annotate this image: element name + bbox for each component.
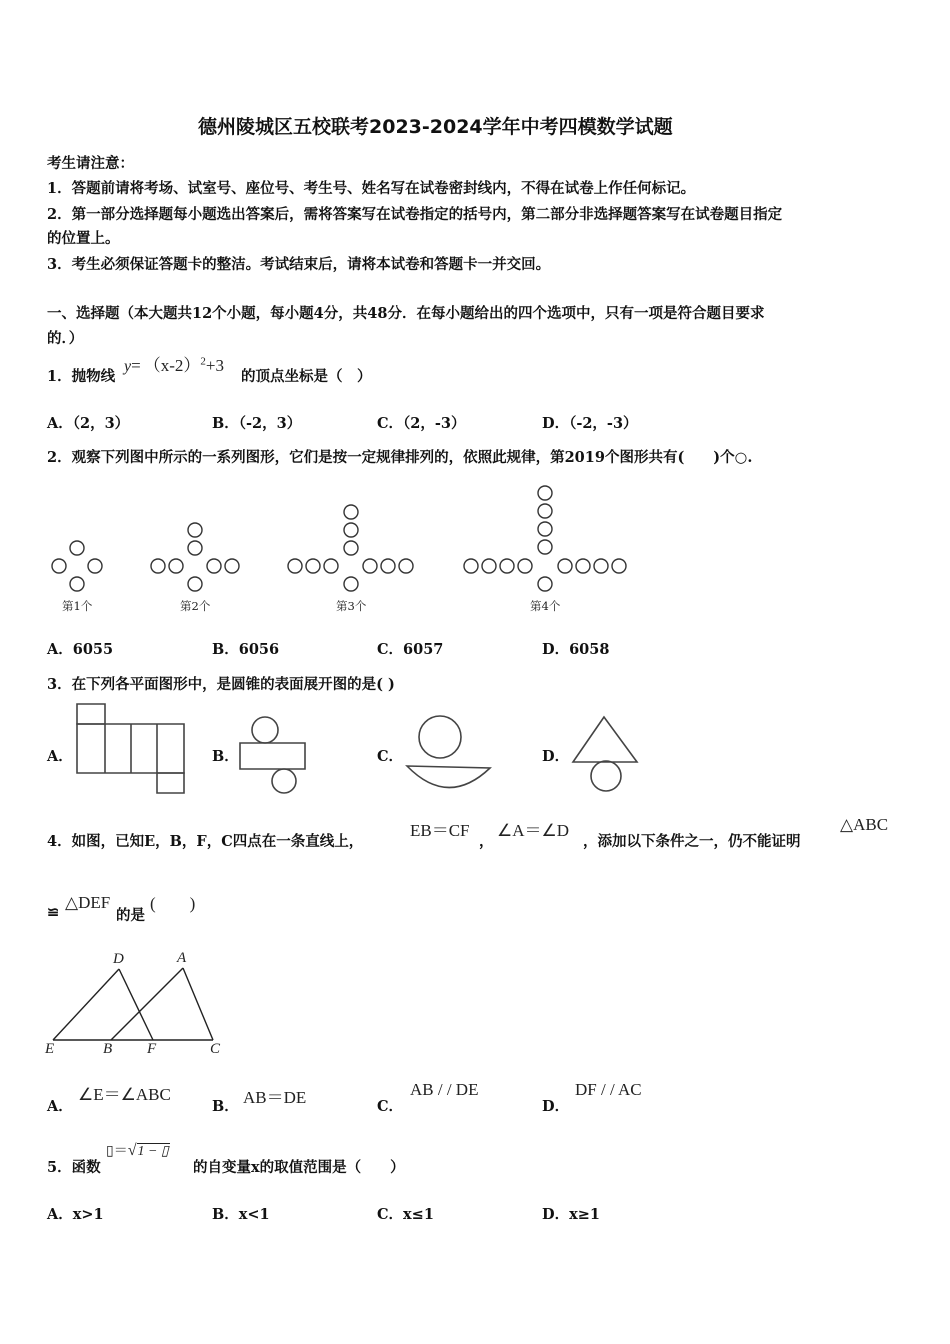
q2-option-b[interactable]: B．6056 bbox=[212, 641, 280, 658]
q1-option-a[interactable]: A．（2，3） bbox=[47, 415, 130, 432]
q4-option-a-label[interactable]: A． bbox=[47, 1098, 73, 1115]
q5-option-a[interactable]: A．x>1 bbox=[47, 1206, 104, 1223]
q3-option-a[interactable]: A． bbox=[47, 748, 73, 765]
q5-suffix: 的自变量x的取值范围是（ ） bbox=[193, 1159, 405, 1176]
q1-option-d[interactable]: D．（-2，-3） bbox=[542, 415, 638, 432]
q4-comma: ， bbox=[479, 833, 494, 850]
q2-caption-2: 第2个 bbox=[180, 599, 211, 613]
notice-heading: 考生请注意： bbox=[47, 155, 134, 172]
q4-point-e: E bbox=[45, 1041, 55, 1057]
q4-point-b: B bbox=[103, 1041, 113, 1057]
q5-option-c[interactable]: C．x≤1 bbox=[377, 1206, 434, 1223]
q4-option-d[interactable]: DF / / AC bbox=[575, 1080, 642, 1099]
q4-option-d-label[interactable]: D． bbox=[542, 1098, 570, 1115]
q4-triangle-def: △DEF bbox=[65, 893, 111, 912]
q4-condition-2: ∠A＝∠D bbox=[497, 821, 570, 840]
q1-option-b[interactable]: B．（-2，3） bbox=[212, 415, 302, 432]
q2-option-c[interactable]: C．6057 bbox=[377, 641, 444, 658]
q5-option-d[interactable]: D．x≥1 bbox=[542, 1206, 600, 1223]
q5-formula-left: ▯＝ bbox=[106, 1144, 128, 1159]
q3-option-d[interactable]: D． bbox=[542, 748, 570, 765]
q5-prefix: 5．函数 bbox=[47, 1159, 101, 1176]
q1-formula-plus: +3 bbox=[205, 356, 224, 375]
section-heading: 一、选择题（本大题共12个小题，每小题4分，共48分．在每小题给出的四个选项中，只有一项是符合题目要求 bbox=[47, 305, 765, 322]
q1-option-c[interactable]: C．（2，-3） bbox=[377, 415, 466, 432]
page-title: 德州陵城区五校联考2023-2024学年中考四模数学试题 bbox=[198, 116, 673, 138]
q4-option-a[interactable]: ∠E＝∠ABC bbox=[78, 1085, 171, 1104]
q2-text: 2．观察下列图中所示的一系列图形，它们是按一定规律排列的，依照此规律，第2019个图形共有( )个○. bbox=[47, 449, 753, 466]
q4-blank: ( ) bbox=[150, 894, 196, 913]
notice-item-2: 2．第一部分选择题每小题选出答案后，需将答案写在试卷指定的括号内，第二部分非选择题答案写在试卷题目指定 bbox=[47, 206, 783, 223]
q4-option-c[interactable]: AB / / DE bbox=[410, 1080, 479, 1099]
q2-option-a[interactable]: A．6055 bbox=[47, 641, 114, 658]
q5-formula bbox=[106, 1140, 170, 1160]
q2-caption-1: 第1个 bbox=[62, 599, 93, 613]
q4-point-f: F bbox=[147, 1041, 157, 1057]
q1-suffix: 的顶点坐标是（ ） bbox=[241, 368, 372, 385]
section-heading-cont: 的．） bbox=[47, 330, 84, 347]
q4-suffix: ，添加以下条件之一，仍不能证明 bbox=[583, 833, 801, 850]
q4-point-c: C bbox=[210, 1041, 221, 1057]
q1-formula-eq: = bbox=[131, 356, 141, 375]
q4-congruent-sign: ≌ bbox=[47, 904, 60, 921]
q4-option-b[interactable]: AB＝DE bbox=[243, 1088, 307, 1107]
q3-text: 3．在下列各平面图形中，是圆锥的表面展开图的是( ) bbox=[47, 676, 395, 693]
q4-condition-1: EB＝CF bbox=[410, 821, 470, 840]
q2-caption-3: 第3个 bbox=[336, 599, 367, 613]
notice-item-2-cont: 的位置上。 bbox=[47, 230, 120, 247]
q2-option-d[interactable]: D．6058 bbox=[542, 641, 610, 658]
q1-formula-y: y bbox=[124, 358, 132, 375]
notice-item-1: 1．答题前请将考场、试室号、座位号、考生号、姓名写在试卷密封线内，不得在试卷上作任何标记。 bbox=[47, 180, 696, 197]
q1-formula-paren: （x-2） bbox=[143, 356, 201, 375]
q3-option-c[interactable]: C． bbox=[377, 748, 404, 765]
q4-triangle-abc: △ABC bbox=[840, 815, 889, 834]
q4-option-c-label[interactable]: C． bbox=[377, 1098, 404, 1115]
q3-option-b[interactable]: B． bbox=[212, 748, 239, 765]
q1-formula-sup: 2 bbox=[200, 355, 206, 368]
q5-option-b[interactable]: B．x<1 bbox=[212, 1206, 270, 1223]
q4-point-d: D bbox=[113, 951, 124, 967]
q4-point-a: A bbox=[177, 950, 187, 966]
radical-sign-icon: √ bbox=[127, 1142, 137, 1159]
q4-tail: 的是 bbox=[116, 907, 145, 924]
q4-option-b-label[interactable]: B． bbox=[212, 1098, 239, 1115]
q2-caption-4: 第4个 bbox=[530, 599, 561, 613]
q4-prefix: 4．如图，已知E，B，F，C四点在一条直线上， bbox=[47, 833, 364, 850]
q1-prefix: 1．抛物线 bbox=[47, 368, 116, 385]
notice-item-3: 3．考生必须保证答题卡的整洁。考试结束后，请将本试卷和答题卡一并交回。 bbox=[47, 256, 551, 273]
q5-formula-radicand: 1 − ▯ bbox=[137, 1144, 169, 1159]
